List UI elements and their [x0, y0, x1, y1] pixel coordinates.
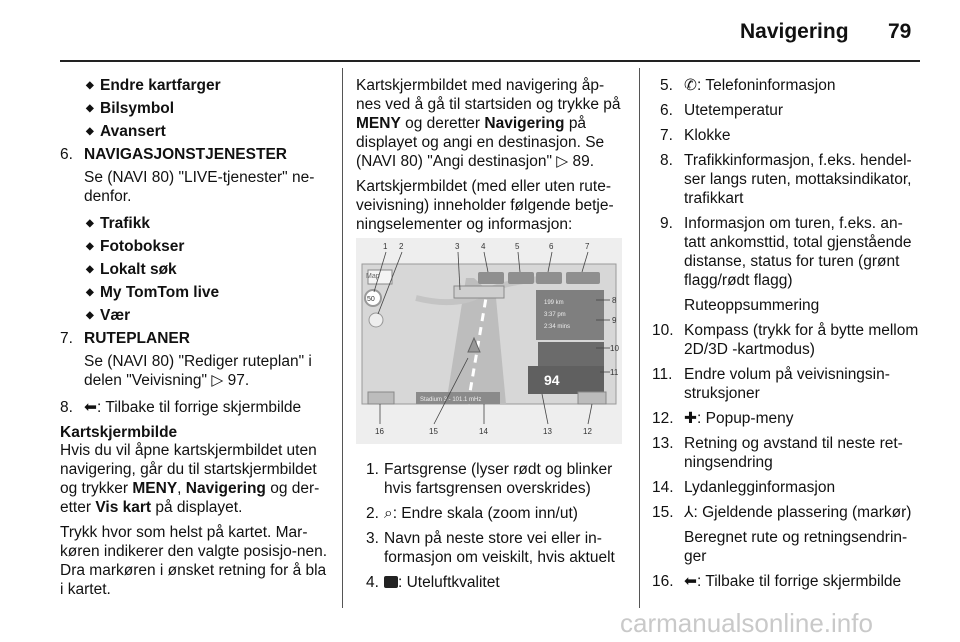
item-number: 14.	[652, 479, 674, 496]
text-run: Hvis du vil åpne kartskjermbildet uten navigering, går du til startskjermbildet og trykker	[60, 442, 317, 497]
section-title: Kartskjermbilde	[60, 424, 178, 441]
show-map-keyword: Vis kart	[95, 499, 152, 516]
navigation-keyword: Navigering	[185, 480, 266, 497]
zoom-icon: ⌕	[384, 505, 393, 522]
bullet-item: ◆ My TomTom live	[86, 283, 332, 302]
page-title: Navigering	[740, 20, 849, 43]
item-text: Trafikkinformasjon, f.eks. hendel-ser langs ruten, mottaksindikator, trafikkart	[684, 152, 912, 207]
list-item	[652, 572, 924, 591]
list-item-7	[60, 329, 332, 390]
item-number: 15.	[652, 504, 674, 521]
item-number: 3.	[366, 530, 379, 547]
column-2-list	[356, 460, 628, 592]
list-item	[652, 101, 924, 120]
callout-number: 4	[481, 242, 486, 251]
callout-number: 5	[515, 242, 520, 251]
item-number: 1.	[366, 461, 379, 478]
menu-keyword: MENY	[132, 480, 178, 497]
callout-number: 15	[429, 427, 438, 436]
item-text: : Endre skala (zoom inn/ut)	[392, 505, 578, 522]
item-number: 16.	[652, 573, 674, 590]
paragraph	[356, 76, 626, 171]
paragraph: Kartskjermbildet (med eller uten rute-veivisning) inneholder følgende betje-ningselementer og informasjon:	[356, 178, 614, 233]
page-ref-icon: ▷	[211, 372, 224, 389]
back-arrow-icon: ⬅	[84, 399, 97, 416]
column-divider-2	[639, 68, 640, 608]
page-ref-icon: ▷	[556, 153, 569, 170]
callout-number: 6	[549, 242, 554, 251]
paragraph: Trykk hvor som helst på kartet. Mar-køren indikerer den valgte posisjo-nen. Dra markøren i ønsket retning for å bla i kartet.	[60, 524, 328, 598]
menu-keyword: MENY	[356, 115, 401, 132]
list-item	[652, 478, 924, 497]
callout-number: 12	[583, 427, 592, 436]
navigation-keyword: Navigering	[484, 115, 565, 132]
item-text: Lydanlegginformasjon	[684, 479, 836, 496]
item-text: : Popup-meny	[697, 410, 794, 427]
list-item	[652, 434, 924, 472]
plus-icon: ✚	[684, 410, 697, 427]
paragraph	[60, 441, 332, 517]
item-text: : Tilbake til forrige skjermbilde	[97, 399, 302, 416]
list-item	[356, 529, 628, 567]
item-number: 9.	[660, 215, 673, 232]
bullet-item: ◆ Trafikk	[86, 214, 332, 233]
bullet-item: ◆ Endre kartfarger	[86, 76, 332, 95]
item-text: Fartsgrense (lyser rødt og blinker hvis fartsgrensen overskrides)	[384, 461, 613, 497]
list-item	[652, 151, 924, 208]
column-divider-1	[342, 68, 343, 608]
list-item	[652, 321, 924, 359]
map-label: Map	[366, 273, 380, 280]
text-run: ,	[177, 480, 182, 497]
header-rule	[60, 60, 920, 62]
item-text: : Uteluftkvalitet	[398, 574, 500, 591]
list-item	[652, 214, 924, 290]
item-number: 5.	[660, 77, 673, 94]
item-number: 6.	[60, 146, 73, 163]
callout-number: 8	[612, 296, 617, 305]
callout-number: 3	[455, 242, 460, 251]
text-run: på displayet og angi en destinasjon. Se (NAVI 80) "Angi destinasjon"	[356, 115, 605, 170]
callout-number: 7	[585, 242, 590, 251]
list-item	[652, 528, 924, 566]
callout-number: 13	[543, 427, 552, 436]
item-text: Klokke	[684, 127, 731, 144]
bullet-item: ◆ Avansert	[86, 122, 332, 141]
speed-limit-value: 50	[367, 296, 375, 303]
list-item	[356, 460, 628, 498]
column-2	[356, 76, 626, 234]
text-run: og deretter	[405, 115, 481, 132]
map-screen-illustration	[356, 238, 622, 444]
info-line: 3:37 pm	[544, 312, 566, 318]
callout-number: 2	[399, 242, 404, 251]
item-text: : Telefoninformasjon	[697, 77, 836, 94]
column-1	[60, 76, 332, 599]
bullet-item: ◆ Fotobokser	[86, 237, 332, 256]
callout-number: 10	[610, 344, 619, 353]
item-text: Se (NAVI 80) "Rediger ruteplan" i delen "Veivisning"	[84, 353, 312, 389]
item-number: 12.	[652, 410, 674, 427]
item-number: 6.	[660, 102, 673, 119]
speed-value: 94	[544, 372, 560, 388]
bottom-bar-text: Stadium 3 - 101.1 mHz	[420, 397, 482, 403]
list-item	[652, 126, 924, 145]
info-line: 199 km	[544, 300, 564, 306]
column-3	[652, 76, 924, 597]
text-run: på displayet.	[155, 499, 243, 516]
bullet-item: ◆ Lokalt søk	[86, 260, 332, 279]
item-text: Utetemperatur	[684, 102, 784, 119]
item-text: Se (NAVI 80) "LIVE-tjenester" ne-denfor.	[84, 169, 315, 205]
text-run: Kartskjermbildet med navigering åp-nes ved å gå til startsiden og trykke på	[356, 77, 621, 113]
item-number: 10.	[652, 322, 674, 339]
item-text: Informasjon om turen, f.eks. an-tatt ankomsttid, total gjenstående distanse, status for turen (grønt flagg/rødt flagg)	[684, 215, 912, 289]
callout-number: 9	[612, 316, 617, 325]
item-number: 4.	[366, 574, 379, 591]
item-number: 7.	[660, 127, 673, 144]
item-text: Endre volum på veivisningsin-struksjoner	[684, 366, 890, 402]
item-number: 7.	[60, 330, 73, 347]
air-quality-icon	[384, 576, 398, 588]
list-item	[652, 409, 924, 428]
info-line: 2:34 mins	[544, 324, 571, 330]
bullet-item: ◆ Bilsymbol	[86, 99, 332, 118]
item-text: Beregnet rute og retningsendrin-ger	[684, 529, 908, 565]
item-number: 8.	[60, 399, 73, 416]
back-arrow-icon: ⬅	[684, 573, 697, 590]
item-text: : Tilbake til forrige skjermbilde	[697, 573, 902, 590]
item-title: RUTEPLANER	[84, 330, 190, 347]
page-ref: 97.	[227, 372, 250, 389]
list-item	[652, 296, 924, 315]
page-ref: 89.	[572, 153, 595, 170]
position-marker-icon: ⅄	[684, 504, 694, 521]
callout-number: 1	[383, 242, 388, 251]
item-text: : Gjeldende plassering (markør)	[693, 504, 912, 521]
bullet-item: ◆ Vær	[86, 306, 332, 325]
callout-number: 16	[375, 427, 384, 436]
list-item	[652, 76, 924, 95]
list-item-8	[60, 398, 332, 417]
page-number: 79	[888, 20, 912, 43]
watermark: carmanualsonline.info	[620, 608, 873, 638]
text-run: og der-etter	[60, 480, 320, 516]
item-title: NAVIGASJONSTJENESTER	[84, 146, 287, 163]
list-item	[356, 504, 628, 523]
item-text: Navn på neste store vei eller in-formasjon om veiskilt, hvis aktuelt	[384, 530, 615, 566]
item-text: Ruteoppsummering	[684, 297, 820, 314]
item-number: 2.	[366, 505, 379, 522]
list-item	[652, 365, 924, 403]
list-item-6	[60, 145, 332, 206]
item-number: 13.	[652, 435, 674, 452]
item-text: Kompass (trykk for å bytte mellom 2D/3D -kartmodus)	[684, 322, 919, 358]
item-number: 8.	[660, 152, 673, 169]
list-item	[356, 573, 628, 592]
list-item	[652, 503, 924, 522]
item-number: 11.	[652, 366, 673, 383]
callout-number: 14	[479, 427, 488, 436]
item-text: Retning og avstand til neste ret-ningsendring	[684, 435, 903, 471]
phone-icon: ✆	[684, 77, 697, 94]
callout-number: 11	[610, 368, 619, 377]
